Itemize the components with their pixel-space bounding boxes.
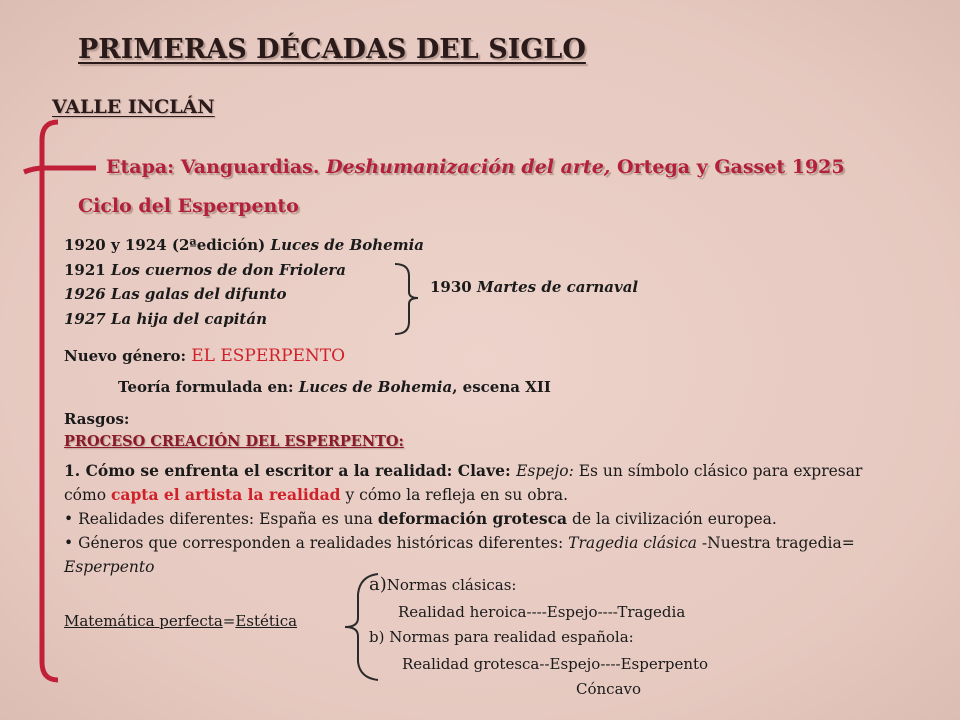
etapa-italic: Deshumanización del arte,: [326, 156, 611, 178]
body-text: [64, 459, 894, 579]
martes-item: 1930 Martes de carnaval: [430, 278, 639, 296]
normas-b-line: Realidad grotesca--Espejo----Esperpento: [402, 655, 709, 673]
rasgos-label: Rasgos:: [64, 410, 130, 428]
work-item: 1920 y 1924 (2ªedición) Luces de Bohemia: [64, 236, 424, 254]
work-item: 1921 Los cuernos de don Friolera: [64, 260, 346, 279]
proceso-heading: PROCESO CREACIÓN DEL ESPERPENTO:: [64, 433, 404, 450]
work-item: 1927 La hija del capitán: [64, 309, 267, 328]
teoria-line: Teoría formulada en: Luces de Bohemia, escena XII: [118, 378, 551, 396]
concavo-label: Cóncavo: [576, 680, 642, 698]
work-item: 1926 Las galas del difunto: [64, 285, 287, 303]
ciclo-heading: Ciclo del Esperpento: [78, 195, 299, 217]
works-list: [64, 233, 424, 331]
paragraph-1: 1. Cómo se enfrenta el escritor a la realidad: Clave: Espejo: Es un símbolo clásico para expresar cómo capta el artista la realidad y cómo la refleja en su obra.: [64, 461, 863, 504]
author-heading: VALLE INCLÁN: [52, 96, 215, 118]
page-title: PRIMERAS DÉCADAS DEL SIGLO: [78, 34, 586, 65]
etapa-prefix: Etapa: Vanguardias.: [106, 156, 327, 178]
matematica-line: Matemática perfecta=Estética: [64, 612, 298, 630]
normas-a: a)Normas clásicas:: [369, 574, 517, 595]
normas-a-line: Realidad heroica----Espejo----Tragedia: [398, 603, 686, 621]
etapa-line: [106, 156, 845, 178]
bullet-2: • Géneros que corresponden a realidades históricas diferentes: Tragedia clásica -Nuestra tragedia= Esperpento: [64, 534, 855, 576]
etapa-suffix: Ortega y Gasset 1925: [610, 156, 845, 178]
nuevo-genero: Nuevo género: EL ESPERPENTO: [64, 346, 346, 366]
normas-b: b) Normas para realidad española:: [369, 628, 634, 646]
bullet-1: • Realidades diferentes: España es una deformación grotesca de la civilización europea.: [64, 509, 777, 528]
